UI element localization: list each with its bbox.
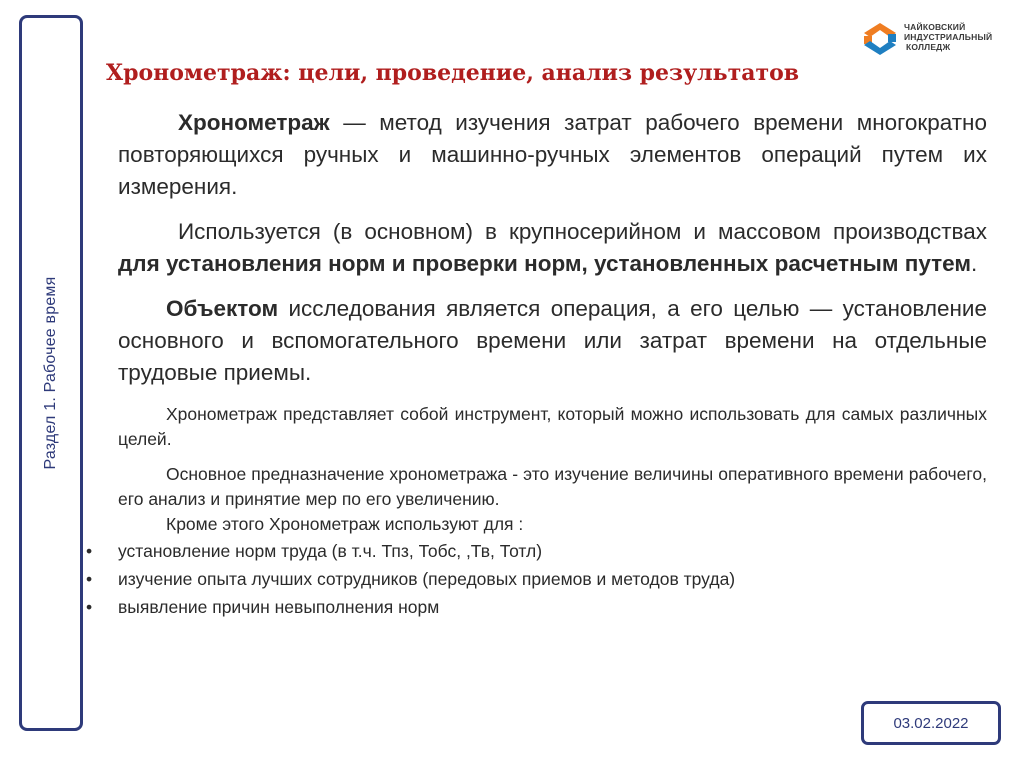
logo-text (904, 22, 992, 52)
paragraph-tool: Хронометраж представляет собой инструмент, который можно использовать для самых различных целей. (118, 404, 987, 449)
paragraph-definition (118, 107, 987, 203)
logo-line-1: ЧАЙКОВСКИЙ (904, 22, 966, 32)
uses-list (86, 537, 987, 621)
object-text: исследования является операция, а его целью — установление основного и вспомогательного времени или затрат времени на отдельные трудовые приемы. (118, 296, 987, 385)
list-item-text: установление норм труда (в т.ч. Тпз, Тобс, ,Тв, Тотл) (118, 541, 543, 561)
list-item (86, 565, 987, 593)
object-bold: Объектом (166, 296, 279, 321)
college-logo-icon (860, 19, 900, 59)
list-item (86, 593, 987, 621)
paragraph-usage (118, 216, 987, 280)
section-label: Раздел 1. Рабочее время (42, 276, 59, 470)
slide-body (86, 107, 987, 621)
college-logo (860, 17, 1000, 61)
bullet-marker: • (86, 541, 93, 561)
date-text: 03.02.2022 (893, 714, 969, 732)
term-bold: Хронометраж (178, 110, 330, 135)
usage-end: . (971, 251, 978, 276)
bullet-marker: • (86, 569, 93, 589)
list-item-text: изучение опыта лучших сотрудников (передовых приемов и методов труда) (118, 569, 736, 589)
usage-text: Используется (в основном) в крупносерийном и массовом производствах (178, 219, 987, 244)
paragraph-purpose: Основное предназначение хронометража - это изучение величины оперативного времени рабочего, его анализ и принятие мер по его увеличению. (118, 464, 987, 509)
page-title: Хронометраж: цели, проведение, анализ результатов (106, 60, 800, 86)
bullet-marker: • (86, 597, 93, 617)
definition-text: — метод изучения затрат рабочего времени многократно повторяющихся ручных и машинно-ручных элементов операций путем их измерения. (118, 110, 987, 199)
usage-bold: для установления норм и проверки норм, установленных расчетным путем (118, 251, 972, 276)
list-item-text: выявление причин невыполнения норм (118, 597, 440, 617)
logo-line-2: ИНДУСТРИАЛЬНЫЙ (904, 32, 993, 42)
paragraph-also-used: Кроме этого Хронометраж используют для : (166, 514, 524, 534)
list-item (86, 537, 987, 565)
date-badge (861, 701, 1001, 745)
paragraph-object (118, 293, 987, 389)
logo-line-3: КОЛЛЕДЖ (906, 42, 951, 52)
sidebar-frame (19, 15, 83, 731)
